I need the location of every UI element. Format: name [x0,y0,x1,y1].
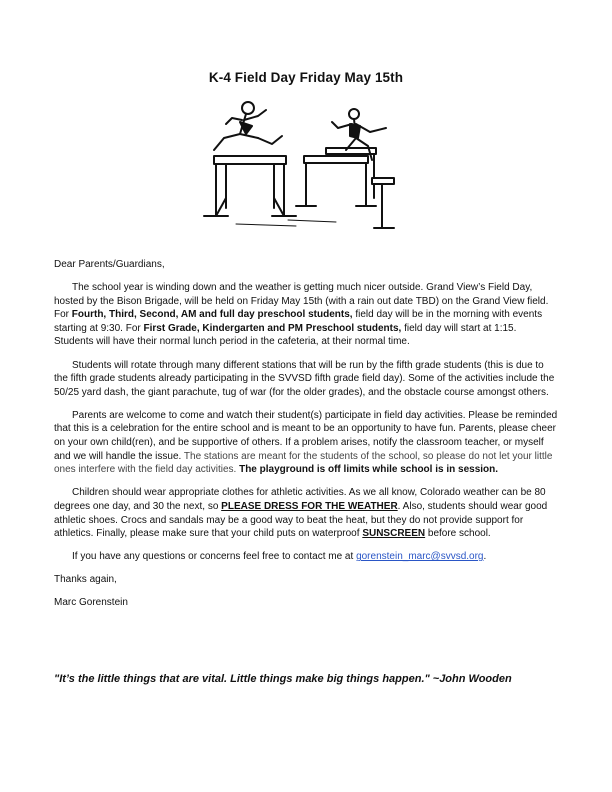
email-link[interactable]: gorenstein_marc@svvsd.org [356,551,484,563]
paragraph-parents [54,409,558,477]
closing-quote: "It’s the little things that are vital. Little things make big things happen." ~John Wooden [54,673,512,685]
sunscreen-notice: SUNSCREEN [362,528,426,540]
paragraph-text: field day will be in the morning with events starting at 9:30. For [54,309,543,334]
closing: Thanks again, [54,574,117,586]
paragraph-text: The school year is winding down and the weather is getting much nicer outside. Grand View’s Field Day, hosted by the Bison Brigade, will be held on Friday May 15th (with a rain out date TBD) on the Grand View field. For [54,282,549,321]
dress-notice: PLEASE DRESS FOR THE WEATHER [221,500,398,512]
paragraph-clothing [54,486,558,540]
morning-groups: Fourth, Third, Second, AM and full day preschool students, [71,309,353,321]
afternoon-groups: First Grade, Kindergarten and PM Preschool students, [143,322,402,334]
hurdlers-illustration [196,98,416,238]
paragraph-text: before school. [425,528,491,540]
paragraph-contact [54,550,558,564]
page-title: K-4 Field Day Friday May 15th [208,70,404,85]
paragraph-text: Parents are welcome to come and watch their student(s) participate in field day activities. Please be reminded that this is a celebration for the entire school and is meant to be an opportunity to have fun. Parents, please cheer on your own child(ren), and be supportive of others. If a problem arises, notify the classroom teacher, or myself and we will handle the issue. [54,409,558,462]
paragraph-stations: Students will rotate through many different stations that will be run by the fifth grade students (this is due to the fifth grade students already participating in the SVVSD fifth grade field day). Some of the activities include the 50/25 yard dash, the giant parachute, tug of war (for the older grades), and the obstacle course amongst others. [54,359,555,398]
paragraph-text: field day will start at 1:15. Students will have their normal lunch period in the cafeteria, at their normal time. [54,322,517,348]
paragraph-text: Children should wear appropriate clothes for athletic activities. As we all know, Colorado weather can be 80 degrees one day, and 30 the next, so [54,487,546,512]
paragraph-schedule [54,281,558,349]
letter-body [54,258,558,619]
playground-notice: The playground is off limits while school is in session. [239,464,499,476]
greeting: Dear Parents/Guardians, [54,259,165,270]
paragraph-text: The stations are meant for the students of the school, so please do not let your little ones interfere with the field day activities. [54,450,553,476]
paragraph-text: If you have any questions or concerns feel free to contact me at [72,551,357,563]
paragraph-text: . [483,551,487,563]
signature: Marc Gorenstein [54,597,128,609]
paragraph-text: . Also, students should wear good athletic shoes. Crocs and sandals may be a good way to beat the heat, but they do not provide support for athletics. Finally, please make sure that your child puts on waterproof [54,500,548,540]
